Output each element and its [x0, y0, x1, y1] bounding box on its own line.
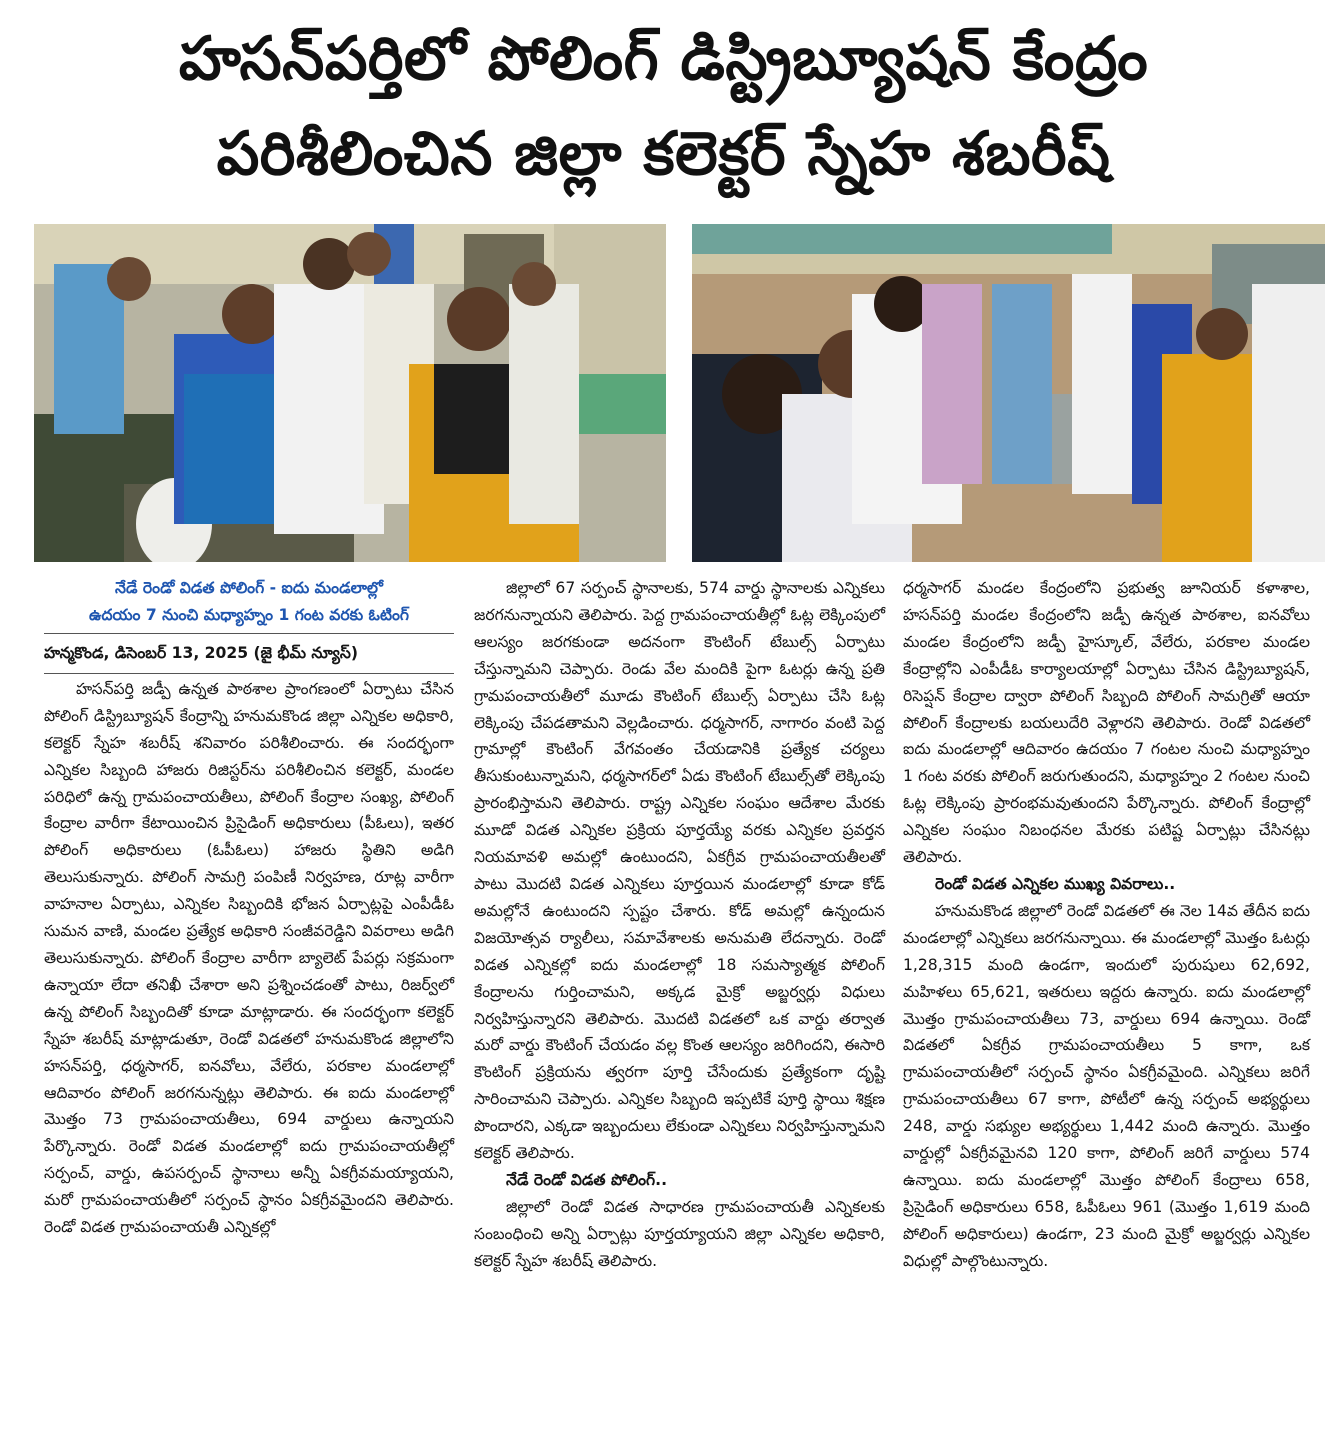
article-paragraph-5: హనుమకొండ జిల్లాలో రెండో విడతలో ఈ నెల 14వ తేదీన ఐదు మండలాల్లో ఎన్నికలు జరగనున్నాయి. ఈ మండలాల్లో మొత్తం ఓటర్లు 1,28,315 మంది ఉండగా, ఇందులో పురుషులు 62,692, మహిళలు 65,621, ఇతరులు ఇద్దరు ఉన్నారు. ఐదు మండలాల్లో మొత్తం గ్రామపంచాయతీలు 73, వార్డులు 694 ఉన్నాయి. రెండో విడతలో ఏకగ్రీవ గ్రామపంచాయతీలు 5 కాగా, ఒక గ్రామపంచాయతీలో సర్పంచ్ స్థానం ఏకగ్రీవమైంది. ఎన్నికలు జరిగే గ్రామపంచాయతీలు 67 కాగా, పోటీలో ఉన్న సర్పంచ్ అభ్యర్థులు 248, వార్డు సభ్యుల అభ్యర్థులు 1,442 మంది ఉన్నారు. మొత్తం వార్డుల్లో ఏకగ్రీవమైనవి 120 కాగా, పోలింగ్ జరిగే వార్డులు 574 ఉన్నాయి. ఐదు మండలాల్లో మొత్తం పోలింగ్ కేంద్రాలు 658, ప్రిసైడింగ్ అధికారులు 658, ఓపీఓలు 961 (మొత్తం 1,619 మంది పోలింగ్ అధికారులు) ఉండగా, 23 మంది మైక్రో అబ్జర్వర్లు ఎన్నికల విధుల్లో పాల్గొంటున్నారు. [903, 901, 1310, 1270]
headline [30, 12, 1297, 202]
article-column-2 [474, 575, 885, 1275]
kicker-line-1: నేడే రెండో విడత పోలింగ్ - ఐదు మండలాల్లో [115, 579, 383, 597]
article-column-3 [903, 575, 1310, 1275]
article-paragraph-4: ధర్మసాగర్ మండల కేంద్రంలోని ప్రభుత్వ జూనియర్ కళాశాల, హసన్‌పర్తి మండల కేంద్రంలోని జడ్పీ ఉన్నత పాఠశాల, ఐనవోలు మండల కేంద్రంలోని జడ్పీ హైస్కూల్, వేలేరు, పరకాల మండల కేంద్రాల్లోని ఎంపీడీఓ కార్యాలయాల్లో ఏర్పాటు చేసిన డిస్ట్రిబ్యూషన్, రిసెప్షన్ కేంద్రాల ద్వారా పోలింగ్ సిబ్బంది పోలింగ్ సామగ్రితో ఆయా పోలింగ్ కేంద్రాలకు బయలుదేరి వెళ్లారని తెలిపారు. రెండో విడతలో ఐదు మండలాల్లో ఆదివారం ఉదయం 7 గంటల నుంచి మధ్యాహ్నం 1 గంట వరకు పోలింగ్ జరుగుతుందని, మధ్యాహ్నం 2 గంటల నుంచి ఓట్ల లెక్కింపు ప్రారంభమవుతుందని పేర్కొన్నారు. పోలింగ్ కేంద్రాల్లో ఎన్నికల సంఘం నిబంధనల మేరకు పటిష్ట ఏర్పాట్లు చేసినట్లు తెలిపారు. [903, 579, 1310, 867]
kicker [44, 575, 454, 629]
kicker-line-2: ఉదయం 7 నుంచి మధ్యాహ్నం 1 గంట వరకు ఓటింగ్ [89, 606, 409, 624]
subheading-polling-today: నేడే రెండో విడత పోలింగ్.. [506, 1170, 667, 1189]
article-paragraph-2: జిల్లాలో 67 సర్పంచ్ స్థానాలకు, 574 వార్డు స్థానాలకు ఎన్నికలు జరగనున్నాయని తెలిపారు. పెద్ద గ్రామపంచాయతీల్లో ఓట్ల లెక్కింపులో ఆలస్యం జరగకుండా అదనంగా కౌంటింగ్ టేబుల్స్ ఏర్పాటు చేస్తున్నామని చెప్పారు. రెండు వేల మందికి పైగా ఓటర్లు ఉన్న ప్రతి గ్రామపంచాయతీలో మూడు కౌంటింగ్ టేబుల్స్ ఏర్పాటు చేసి ఓట్ల లెక్కింపు చేపడతామని వెల్లడించారు. ధర్మసాగర్, నాగారం వంటి పెద్ద గ్రామాల్లో కౌంటింగ్ వేగవంతం చేయడానికి ప్రత్యేక చర్యలు తీసుకుంటున్నామని, ధర్మసాగర్‌లో ఏడు కౌంటింగ్ టేబుల్స్‌తో లెక్కింపు ప్రారంభిస్తామని తెలిపారు. రాష్ట్ర ఎన్నికల సంఘం ఆదేశాల మేరకు మూడో విడత ఎన్నికల ప్రక్రియ పూర్తయ్యే వరకు ఎన్నికల ప్రవర్తన నియమావళి అమల్లో ఉంటుందని, ఏకగ్రీవ గ్రామపంచాయతీలతో పాటు మొదటి విడత ఎన్నికలు పూర్తయిన మండలాల్లో కూడా కోడ్ అమల్లోనే ఉంటుందని స్పష్టం చేశారు. కోడ్ అమల్లో ఉన్నందున విజయోత్సవ ర్యాలీలు, సమావేశాలకు అనుమతి లేదన్నారు. రెండో విడత ఎన్నికల్లో ఐదు మండలాల్లో 18 సమస్యాత్మక పోలింగ్ కేంద్రాలను గుర్తించామని, అక్కడ మైక్రో అబ్జర్వర్లు విధులు నిర్వహిస్తున్నారని తెలిపారు. మొదటి విడతలో ఒక వార్డు తర్వాత మరో వార్డు కౌంటింగ్ చేయడం వల్ల కొంత ఆలస్యం జరిగిందని, ఈసారి కౌంటింగ్ ప్రక్రియను త్వరగా పూర్తి చేసేందుకు ప్రత్యేకంగా దృష్టి సారించామని చెప్పారు. ఎన్నికల సిబ్బంది ఇప్పటికే పూర్తి స్థాయి శిక్షణ పొందారని, ఎక్కడా ఇబ్బందులు లేకుండా ఎన్నికలు నిర్వహిస్తున్నామని కలెక్టర్ తెలిపారు. [474, 579, 885, 1163]
kicker-divider [44, 633, 454, 634]
photo-collector-inspecting-ballot-boxes [34, 224, 666, 562]
headline-line-1: హసన్‌పర్తిలో పోలింగ్ డిస్ట్రిబ్యూషన్ కేంద్రం [178, 24, 1149, 94]
article-column-1 [44, 575, 454, 1241]
photo-right-illustration [692, 224, 1325, 562]
photo-left-illustration [34, 224, 666, 562]
headline-line-2: పరిశీలించిన జిల్లా కలెక్టర్ స్నేహ శబరీష్ [216, 119, 1111, 189]
article-paragraph-1: హసన్‌పర్తి జడ్పీ ఉన్నత పాఠశాల ప్రాంగణంలో ఏర్పాటు చేసిన పోలింగ్ డిస్ట్రిబ్యూషన్ కేంద్రాన్ని హనుమకొండ జిల్లా ఎన్నికల అధికారి, కలెక్టర్ స్నేహ శబరీష్ శనివారం పరిశీలించారు. ఈ సందర్భంగా ఎన్నికల సిబ్బంది హాజరు రిజిస్టర్‌ను పరిశీలించిన కలెక్టర్, మండల పరిధిలో ఉన్న గ్రామపంచాయతీలు, పోలింగ్ కేంద్రాల సంఖ్య, పోలింగ్ కేంద్రాల వారీగా కేటాయించిన ప్రిసైడింగ్ అధికారులు (పీఓలు), ఇతర పోలింగ్ అధికారులు (ఓపీఓలు) హాజరు స్థితిని అడిగి తెలుసుకున్నారు. పోలింగ్ సామగ్రి పంపిణీ నిర్వహణ, రూట్ల వారీగా వాహనాల ఏర్పాటు, ఎన్నికల సిబ్బందికి భోజన ఏర్పాట్లపై ఎంపీడీఓ సుమన వాణి, మండల ప్రత్యేక అధికారి సంజీవరెడ్డిని వివరాలు అడిగి తెలుసుకున్నారు. పోలింగ్ కేంద్రాల వారీగా బ్యాలెట్ పేపర్లు సక్రమంగా ఉన్నాయా లేదా తనిఖీ చేశారా అని ప్రశ్నించడంతో పాటు, రిజర్వ్‌లో ఉన్న పోలింగ్ సిబ్బందితో కూడా మాట్లాడారు. ఈ సందర్భంగా కలెక్టర్ స్నేహ శబరీష్ మాట్లాడుతూ, రెండో విడతలో హనుమకొండ జిల్లాలోని హసన్‌పర్తి, ధర్మసాగర్, ఐనవోలు, వేలేరు, పరకాల మండలాల్లో ఆదివారం పోలింగ్ జరగనున్నట్లు తెలిపారు. ఈ ఐదు మండలాల్లో మొత్తం 73 గ్రామపంచాయతీలు, 694 వార్డులు ఉన్నాయని పేర్కొన్నారు. రెండో విడత మండలాల్లో ఐదు గ్రామపంచాయతీల్లో సర్పంచ్, వార్డు, ఉపసర్పంచ్ స్థానాలు అన్నీ ఏకగ్రీవమయ్యాయని, మరో గ్రామపంచాయతీలో సర్పంచ్ స్థానం ఏకగ్రీవమైందని తెలిపారు. రెండో విడత గ్రామపంచాయతీ ఎన్నికల్లో [44, 679, 454, 1237]
article-paragraph-3: జిల్లాలో రెండో విడత సాధారణ గ్రామపంచాయతీ ఎన్నికలకు సంబంధించి అన్ని ఏర్పాట్లు పూర్తయ్యాయని జిల్లా ఎన్నికల అధికారి, కలెక్టర్ స్నేహ శబరీష్ తెలిపారు. [474, 1197, 885, 1270]
dateline: హన్మకొండ, డిసెంబర్ 13, 2025 (జై భీమ్ న్యూస్) [44, 640, 454, 674]
photo-collector-with-officials [692, 224, 1325, 562]
subheading-key-details: రెండో విడత ఎన్నికల ముఖ్య వివరాలు.. [935, 874, 1176, 893]
